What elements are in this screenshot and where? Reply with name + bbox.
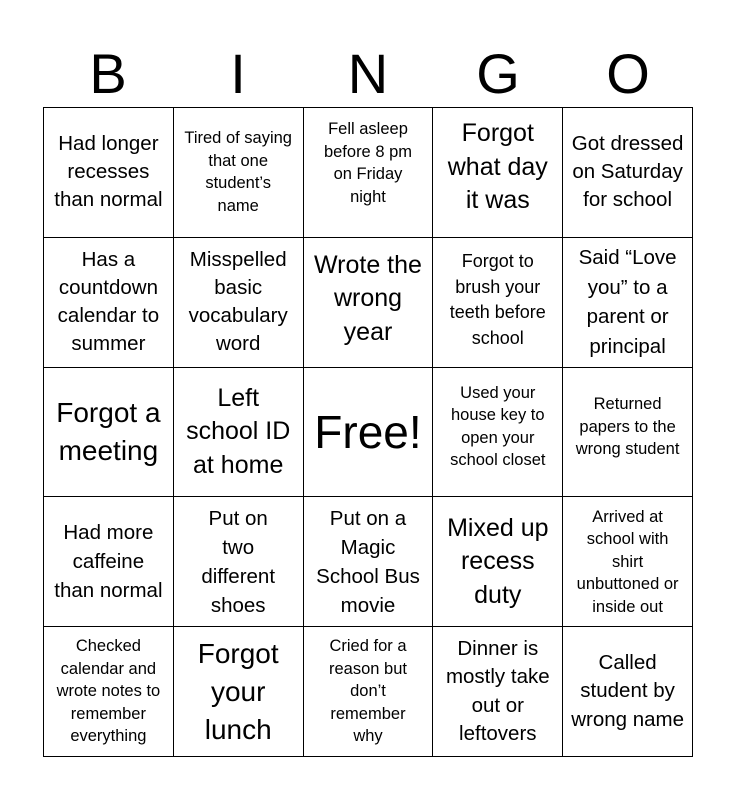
header-letter-o: O	[606, 42, 650, 105]
cell-text: Has a countdown calendar to summer	[57, 248, 160, 356]
bingo-cell-g2[interactable]	[433, 238, 563, 368]
bingo-cell-i1[interactable]	[174, 108, 304, 238]
bingo-cell-b1[interactable]	[44, 108, 174, 238]
bingo-cell-free[interactable]	[304, 368, 434, 498]
header-letter-g: G	[476, 42, 520, 105]
bingo-cell-b3[interactable]	[44, 368, 174, 498]
bingo-cell-n4[interactable]	[304, 497, 434, 627]
cell-text: Returned papers to the wrong student	[575, 395, 680, 459]
header-letter-i: I	[230, 42, 246, 105]
cell-text: Mixed up recess duty	[447, 513, 549, 609]
cell-text: Wrote the wrong year	[314, 250, 422, 346]
cell-text: Arrived at school with shirt unbuttoned or inside out	[576, 507, 679, 616]
cell-text: Called student by wrong name	[571, 650, 684, 731]
cell-text: Checked calendar and wrote notes to remember everything	[56, 637, 161, 746]
cell-text: Fell asleep before 8 pm on Friday night	[323, 120, 413, 206]
cell-text: Free!	[314, 405, 422, 458]
bingo-cell-b4[interactable]	[44, 497, 174, 627]
bingo-cell-n5[interactable]	[304, 627, 434, 757]
cell-text: Forgot to brush your teeth before school	[449, 251, 546, 348]
bingo-cell-o2[interactable]	[563, 238, 693, 368]
cell-text: Cried for a reason but don’t remember why	[328, 637, 407, 746]
bingo-cell-i5[interactable]	[174, 627, 304, 757]
cell-text: Put on two different shoes	[201, 506, 276, 617]
cell-text: Misspelled basic vocabulary word	[188, 248, 288, 356]
bingo-cell-n1[interactable]	[304, 108, 434, 238]
cell-text: Had more caffeine than normal	[54, 521, 163, 603]
cell-text: Forgot your lunch	[197, 637, 279, 745]
bingo-cell-n2[interactable]	[304, 238, 434, 368]
cell-text: Forgot a meeting	[56, 396, 161, 466]
bingo-cell-i4[interactable]	[174, 497, 304, 627]
cell-text: Left school ID at home	[186, 383, 291, 479]
bingo-cell-g5[interactable]	[433, 627, 563, 757]
bingo-cell-g3[interactable]	[433, 368, 563, 498]
bingo-cell-o5[interactable]	[563, 627, 693, 757]
bingo-cell-b2[interactable]	[44, 238, 174, 368]
cell-text: Forgot what day it was	[447, 119, 548, 215]
bingo-cell-o4[interactable]	[563, 497, 693, 627]
cell-text: Put on a Magic School Bus movie	[316, 506, 420, 617]
bingo-cell-g4[interactable]	[433, 497, 563, 627]
cell-text: Used your house key to open your school closet	[450, 383, 546, 470]
header-letter-n: N	[347, 42, 389, 105]
bingo-cell-o3[interactable]	[563, 368, 693, 498]
bingo-board	[43, 107, 693, 757]
cell-text: Dinner is mostly take out or leftovers	[445, 636, 550, 746]
cell-text: Tired of saying that one student’s name	[184, 129, 292, 215]
header-letter-b: B	[89, 42, 127, 105]
bingo-header	[43, 40, 693, 108]
bingo-cell-g1[interactable]	[433, 108, 563, 238]
cell-text: Got dressed on Saturday for school	[571, 132, 684, 212]
bingo-cell-b5[interactable]	[44, 627, 174, 757]
bingo-cell-i2[interactable]	[174, 238, 304, 368]
cell-text: Said “Love you” to a parent or principal	[578, 246, 677, 358]
bingo-cell-i3[interactable]	[174, 368, 304, 498]
cell-text: Had longer recesses than normal	[54, 132, 163, 212]
bingo-cell-o1[interactable]	[563, 108, 693, 238]
